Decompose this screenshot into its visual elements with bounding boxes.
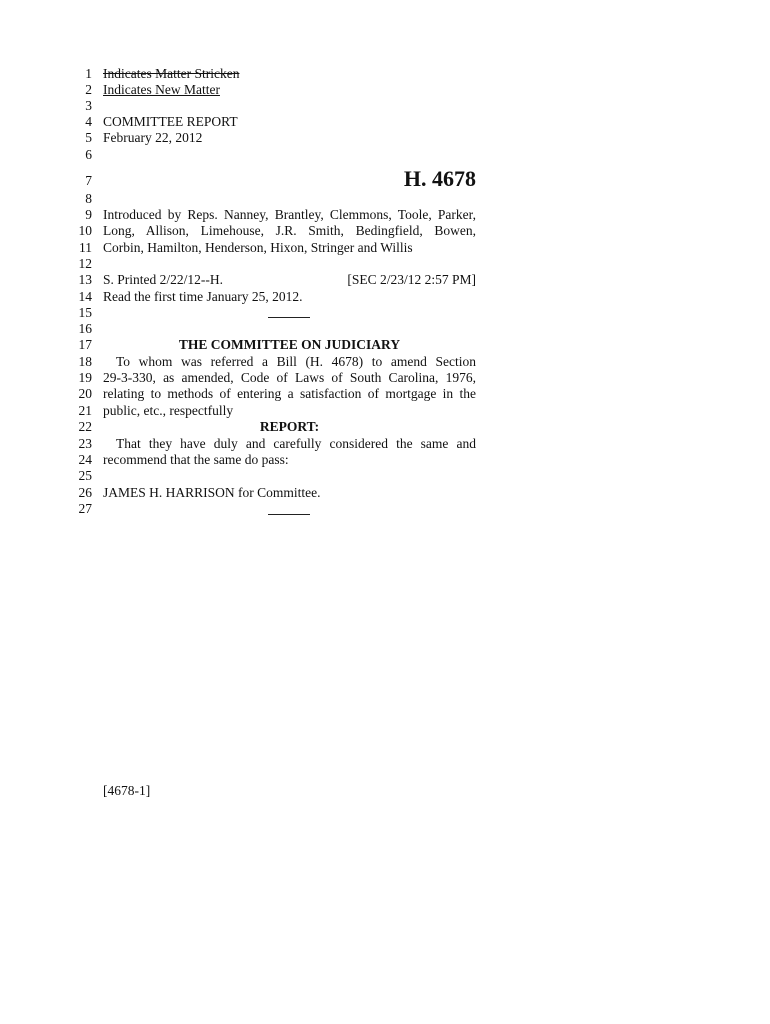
line-number: 21 [78,403,92,418]
line-number: 17 [78,337,92,352]
report-date: February 22, 2012 [103,130,203,145]
line-number: 15 [78,305,92,320]
section-divider [268,317,310,318]
sponsors-line: Introduced by Reps. Nanney, Brantley, Clemmons, Toole, Parker, [103,207,476,222]
committee-heading: THE COMMITTEE ON JUDICIARY [178,337,401,352]
legend-stricken-row [103,66,476,82]
printed-note: S. Printed 2/22/12--H. [103,272,223,287]
line-number: 14 [78,289,92,304]
referral-line: 29-3-330, as amended, Code of Laws of South Carolina, 1976, [103,370,476,385]
line-number: 20 [78,386,92,401]
line-number: 4 [85,114,92,129]
line-number: 26 [78,485,92,500]
line-number: 24 [78,452,92,467]
recommendation-line: That they have duly and carefully considered the same and [116,436,476,451]
line-number: 27 [78,501,92,516]
bill-number: H. 4678 [403,166,476,191]
line-number: 3 [85,98,92,113]
end-divider [268,514,310,515]
legend-new-matter: Indicates New Matter [103,82,220,97]
line-number: 7 [85,173,92,188]
report-heading: REPORT: [259,419,320,434]
line-number: 19 [78,370,92,385]
page-identifier: [4678-1] [103,783,151,798]
referral-line: To whom was referred a Bill (H. 4678) to amend Section [116,354,476,369]
line-number: 16 [78,321,92,336]
sponsors-line: Corbin, Hamilton, Henderson, Hixon, Stringer and Willis [103,240,413,255]
printing-row [103,272,476,288]
line-number: 23 [78,436,92,451]
line-number: 5 [85,130,92,145]
first-reading: Read the first time January 25, 2012. [103,289,303,304]
line-number: 2 [85,82,92,97]
recommendation-line: recommend that the same do pass: [103,452,289,467]
sponsors-line: Long, Allison, Limehouse, J.R. Smith, Bedingfield, Bowen, [103,223,476,238]
referral-line: public, etc., respectfully [103,403,234,418]
line-number: 18 [78,354,92,369]
line-number: 25 [78,468,92,483]
line-number: 9 [85,207,92,222]
legend-stricken: Indicates Matter Stricken [103,66,240,81]
line-number: 8 [85,191,92,206]
line-number: 12 [78,256,92,271]
committee-signature: JAMES H. HARRISON for Committee. [103,485,321,500]
sec-stamp: [SEC 2/23/12 2:57 PM] [347,272,476,287]
line-number: 13 [78,272,92,287]
line-number: 6 [85,147,92,162]
line-number: 1 [85,66,92,81]
line-number: 11 [79,240,92,255]
line-number: 10 [78,223,92,238]
report-type: COMMITTEE REPORT [103,114,238,129]
referral-line: relating to methods of entering a satisfaction of mortgage in the [103,386,476,401]
line-number: 22 [78,419,92,434]
legend-new-row [103,82,476,98]
